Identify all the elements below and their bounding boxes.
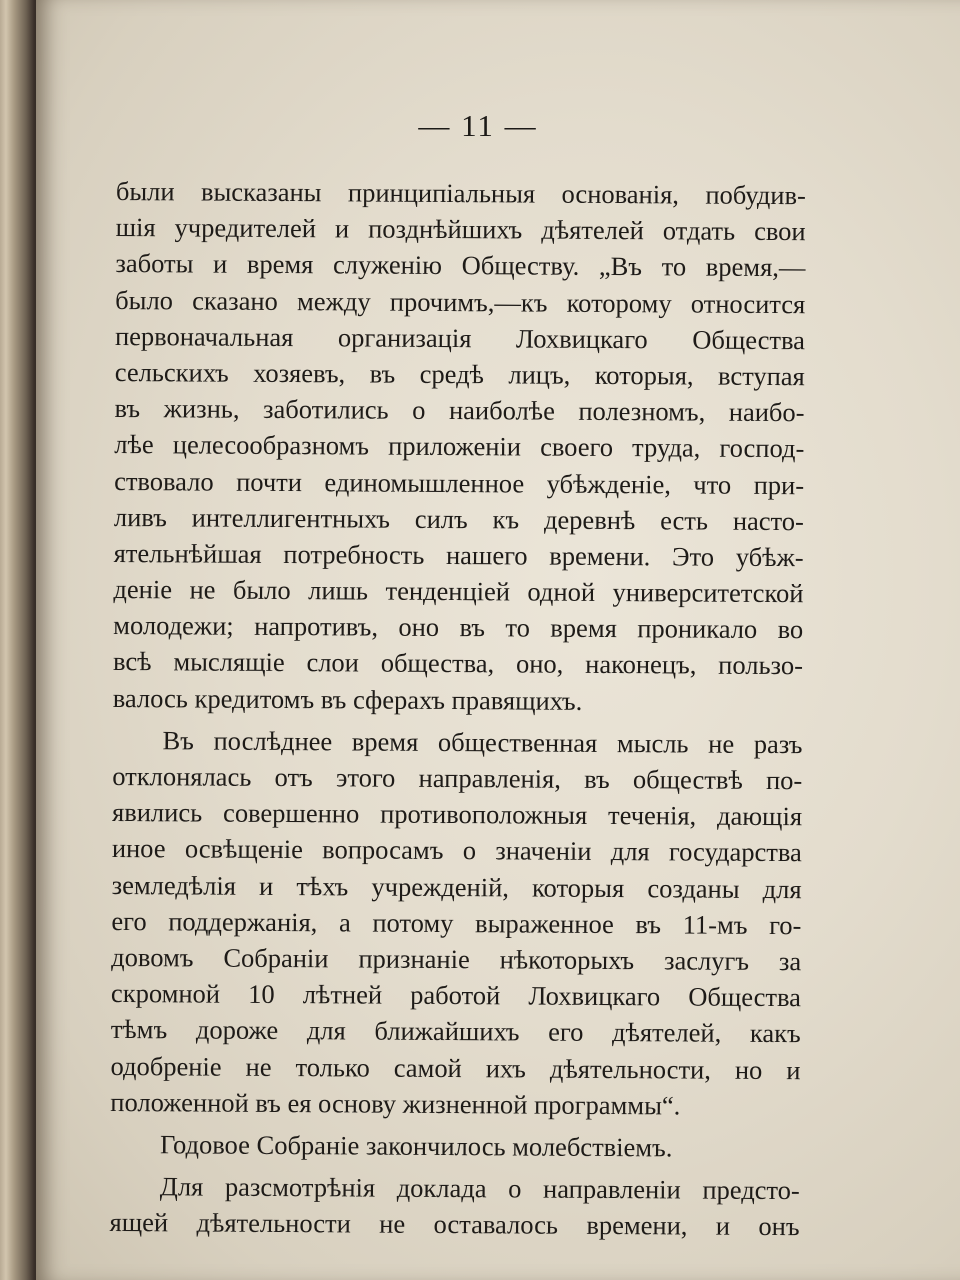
text-line: его поддержанія, а потому выраженное въ 11-мъ го-	[111, 905, 802, 940]
text-line: ливъ интеллигентныхъ силъ къ деревнѣ есть насто-	[113, 501, 804, 536]
text-line: довомъ Собраніи признаніе нѣкоторыхъ заслугъ за	[111, 941, 802, 977]
text-line: шія учредителей и позднѣйшихъ дѣятелей отдать свои	[115, 212, 806, 247]
text-line: валось кредитомъ въ сферахъ правящихъ.	[112, 682, 583, 716]
text-line: явились совершенно противоположныя теченія, дающія	[112, 797, 803, 832]
text-line: земледѣлія и тѣхъ учрежденій, которыя созданы для	[111, 869, 802, 904]
text-line: ятельнѣйшая потребность нашего времени. Это убѣж-	[113, 537, 804, 573]
book-page	[36, 0, 960, 1280]
text-line: молодежи; напротивъ, оно въ то время проникало во	[113, 610, 804, 645]
text-line: Въ послѣднее время общественная мысль не разъ	[162, 725, 803, 760]
text-line: Годовое Собраніе закончилось молебствіемъ.	[159, 1129, 673, 1163]
text-line: заботы и время служенію Обществу. „Въ то время,—	[115, 248, 806, 283]
text-line: ящей дѣятельности не оставалось времени, и онъ	[109, 1207, 800, 1242]
text-line: первоначальная организація Лохвицкаго Общества	[114, 320, 806, 355]
text-line: было сказано между прочимъ,—къ которому относится	[115, 284, 806, 319]
text-line: были высказаны принципіальныя основанія, побудив-	[115, 175, 806, 211]
text-line: ствовало почти единомышленное убѣжденіе, что при-	[114, 465, 805, 500]
text-line: отклонялась отъ этого направленія, въ обществѣ по-	[112, 760, 803, 796]
text-line: въ жизнь, заботились о наиболѣе полезномъ, наибо-	[114, 393, 805, 428]
text-line: иное освѣщеніе вопросамъ о значеніи для государства	[111, 833, 802, 868]
text-line: сельскихъ хозяевъ, въ средѣ лицъ, которыя, вступая	[114, 356, 805, 392]
page-number: — 11 —	[418, 108, 538, 143]
text-line: Для разсмотрѣнія доклада о направленіи предсто-	[159, 1171, 800, 1206]
text-line: одобреніе не только самой ихъ дѣятельности, но и	[110, 1050, 801, 1085]
text-line: деніе не было лишь тенденціей одной университетской	[113, 574, 804, 609]
text-line: лѣе целесообразномъ приложеніи своего труда, господ-	[114, 429, 805, 464]
text-line: положенной въ ея основу жизненной программы“.	[110, 1086, 681, 1121]
text-line: тѣмъ дороже для ближайшихъ его дѣятелей, какъ	[110, 1014, 801, 1049]
body-text	[109, 173, 806, 1245]
text-line: скромной 10 лѣтней работой Лохвицкаго Общества	[110, 978, 802, 1013]
text-line: всѣ мыслящіе слои общества, оно, наконецъ, пользо-	[112, 646, 804, 681]
